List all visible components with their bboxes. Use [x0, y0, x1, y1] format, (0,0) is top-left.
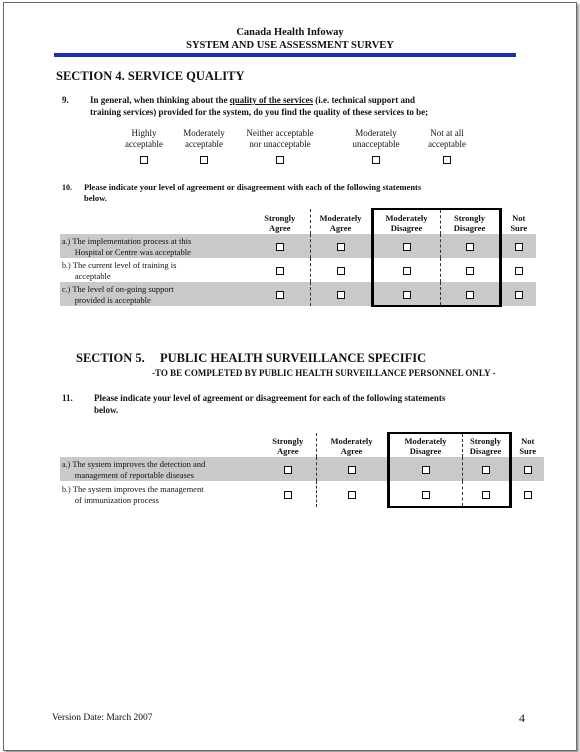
q10-b-moderately-agree-checkbox[interactable] [337, 267, 345, 275]
q10-header-blank [60, 209, 250, 234]
question-10-number: 10. [62, 183, 72, 192]
q10-b-strongly-disagree-checkbox[interactable] [466, 267, 474, 275]
version-date: Version Date: March 2007 [52, 713, 153, 723]
question-11-text [94, 392, 524, 416]
q9-checkbox-moderately-unacceptable[interactable] [372, 156, 380, 164]
q11-b-strongly-agree-checkbox[interactable] [284, 491, 292, 499]
q9-checkbox-moderately-acceptable[interactable] [200, 156, 208, 164]
table-row [60, 234, 536, 258]
q10-col-strongly-disagree: Strongly Disagree [440, 209, 500, 234]
q10-col-not-sure: Not Sure [510, 213, 528, 233]
q10-text-line2: below. [84, 193, 107, 203]
q9-text-underlined: quality of the services [229, 95, 314, 105]
section-5-title: PUBLIC HEALTH SURVEILLANCE SPECIFIC [160, 351, 427, 365]
q9-option-not-at-all-acceptable: Not at all acceptable [412, 128, 482, 164]
q11-col-not-sure: Not Sure [519, 436, 537, 456]
q11-a-moderately-agree-checkbox[interactable] [348, 466, 356, 474]
q11-row-b-statement: b.) The system improves the management of immunization process [62, 483, 204, 505]
survey-title: SYSTEM AND USE ASSESSMENT SURVEY [186, 40, 394, 51]
q9-option-highly-acceptable: Highly acceptable [114, 128, 174, 164]
q9-option-neither: Neither acceptable nor unacceptable [234, 128, 326, 164]
q10-c-strongly-agree-checkbox[interactable] [276, 291, 284, 299]
table-row [60, 481, 544, 507]
q11-b-moderately-disagree-checkbox[interactable] [422, 491, 430, 499]
section-4-title: SECTION 4. SERVICE QUALITY [56, 69, 245, 83]
q10-rating-table [60, 208, 536, 307]
q11-b-strongly-disagree-checkbox[interactable] [482, 491, 490, 499]
table-row [60, 457, 544, 481]
q9-text-line2: training services) provided for the system, do you find the quality of these services to be; [90, 107, 429, 117]
org-name: Canada Health Infoway [236, 27, 344, 38]
q10-a-moderately-disagree-checkbox[interactable] [403, 243, 411, 251]
q11-a-strongly-disagree-checkbox[interactable] [482, 466, 490, 474]
q10-b-moderately-disagree-checkbox[interactable] [403, 267, 411, 275]
q10-b-not-sure-checkbox[interactable] [515, 267, 523, 275]
q11-a-strongly-agree-checkbox[interactable] [284, 466, 292, 474]
q10-a-not-sure-checkbox[interactable] [515, 243, 523, 251]
q11-col-strongly-agree: Strongly Agree [272, 436, 304, 456]
q10-c-moderately-agree-checkbox[interactable] [337, 291, 345, 299]
q10-col-moderately-agree: Moderately Agree [310, 209, 372, 234]
q10-b-strongly-agree-checkbox[interactable] [276, 267, 284, 275]
q9-option-moderately-unacceptable: Moderately unacceptable [336, 128, 416, 164]
q10-a-strongly-disagree-checkbox[interactable] [466, 243, 474, 251]
q11-text-line2: below. [94, 405, 119, 415]
q11-b-not-sure-checkbox[interactable] [524, 491, 532, 499]
q11-col-strongly-disagree: Strongly Disagree [462, 433, 510, 457]
page-number: 4 [519, 711, 525, 725]
q9-checkbox-highly-acceptable[interactable] [140, 156, 148, 164]
q11-a-not-sure-checkbox[interactable] [524, 466, 532, 474]
table-row [60, 282, 536, 306]
q10-c-not-sure-checkbox[interactable] [515, 291, 523, 299]
q10-a-strongly-agree-checkbox[interactable] [276, 243, 284, 251]
question-10-text [84, 182, 524, 204]
q10-row-c-statement: c.) The level of on-going support provided is acceptable [62, 283, 174, 305]
q11-a-moderately-disagree-checkbox[interactable] [422, 466, 430, 474]
q10-c-moderately-disagree-checkbox[interactable] [403, 291, 411, 299]
q10-c-strongly-disagree-checkbox[interactable] [466, 291, 474, 299]
q10-row-b-statement: b.) The current level of training is acceptable [62, 259, 177, 281]
table-row [60, 258, 536, 282]
q9-text-prefix: In general, when thinking about the [90, 95, 230, 105]
section-5-number: SECTION 5. [76, 351, 145, 365]
q11-rating-table [60, 432, 544, 508]
q11-header-blank [60, 433, 260, 457]
q11-text-line1: Please indicate your level of agreement or disagreement for each of the following statements [94, 393, 446, 403]
q9-option-moderately-acceptable: Moderately acceptable [174, 128, 234, 164]
question-11-number: 11. [62, 393, 73, 403]
q9-checkbox-not-at-all-acceptable[interactable] [443, 156, 451, 164]
q9-checkbox-neither[interactable] [276, 156, 284, 164]
q10-a-moderately-agree-checkbox[interactable] [337, 243, 345, 251]
q11-b-moderately-agree-checkbox[interactable] [348, 491, 356, 499]
q11-col-moderately-agree: Moderately Agree [316, 433, 388, 457]
q10-text-line1: Please indicate your level of agreement or disagreement with each of the following statements [84, 182, 422, 192]
section-5-subtitle: -TO BE COMPLETED BY PUBLIC HEALTH SURVEILLANCE PERSONNEL ONLY - [152, 368, 496, 378]
q9-text-suffix: (i.e. technical support and [313, 95, 416, 105]
q10-row-a-statement: a.) The implementation process at this Hospital or Centre was acceptable [62, 235, 192, 257]
q10-col-strongly-agree: Strongly Agree [264, 213, 296, 233]
q10-col-moderately-disagree: Moderately Disagree [372, 209, 440, 234]
question-9-text [90, 94, 510, 118]
question-9-number: 9. [62, 95, 69, 105]
survey-page [3, 2, 577, 751]
header-rule [54, 53, 516, 57]
q11-row-a-statement: a.) The system improves the detection and management of reportable diseases [62, 458, 206, 480]
q11-col-moderately-disagree: Moderately Disagree [388, 433, 462, 457]
